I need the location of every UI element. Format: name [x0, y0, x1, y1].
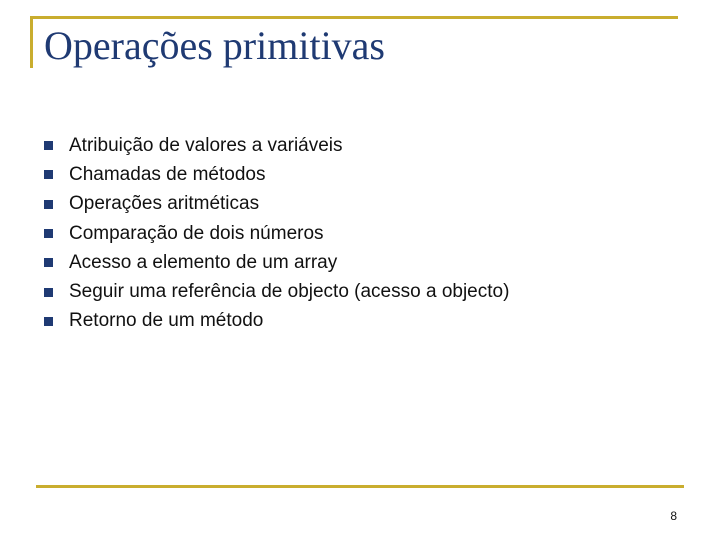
- bullet-text: Comparação de dois números: [69, 222, 324, 244]
- square-bullet-icon: [44, 288, 53, 297]
- bullet-text: Seguir uma referência de objecto (acesso a objecto): [69, 281, 510, 303]
- list-item: [44, 160, 509, 189]
- bullet-text: Acesso a elemento de um array: [69, 251, 338, 273]
- bullet-text: Atribuição de valores a variáveis: [69, 134, 343, 156]
- bullet-text: Retorno de um método: [69, 310, 264, 332]
- bullet-list: [44, 131, 509, 336]
- top-rule: [30, 16, 678, 19]
- square-bullet-icon: [44, 170, 53, 179]
- list-item: [44, 131, 509, 160]
- page-number: 8: [670, 509, 677, 523]
- footer-rule: [36, 485, 684, 488]
- square-bullet-icon: [44, 200, 53, 209]
- left-rule: [30, 16, 33, 68]
- list-item: [44, 277, 509, 306]
- bullet-text: Chamadas de métodos: [69, 163, 266, 185]
- slide-title: Operações primitivas: [44, 23, 385, 68]
- square-bullet-icon: [44, 229, 53, 238]
- list-item: [44, 307, 509, 336]
- square-bullet-icon: [44, 141, 53, 150]
- list-item: [44, 190, 509, 219]
- bullet-text: Operações aritméticas: [69, 193, 260, 215]
- list-item: [44, 248, 509, 277]
- list-item: [44, 219, 509, 248]
- square-bullet-icon: [44, 317, 53, 326]
- square-bullet-icon: [44, 258, 53, 267]
